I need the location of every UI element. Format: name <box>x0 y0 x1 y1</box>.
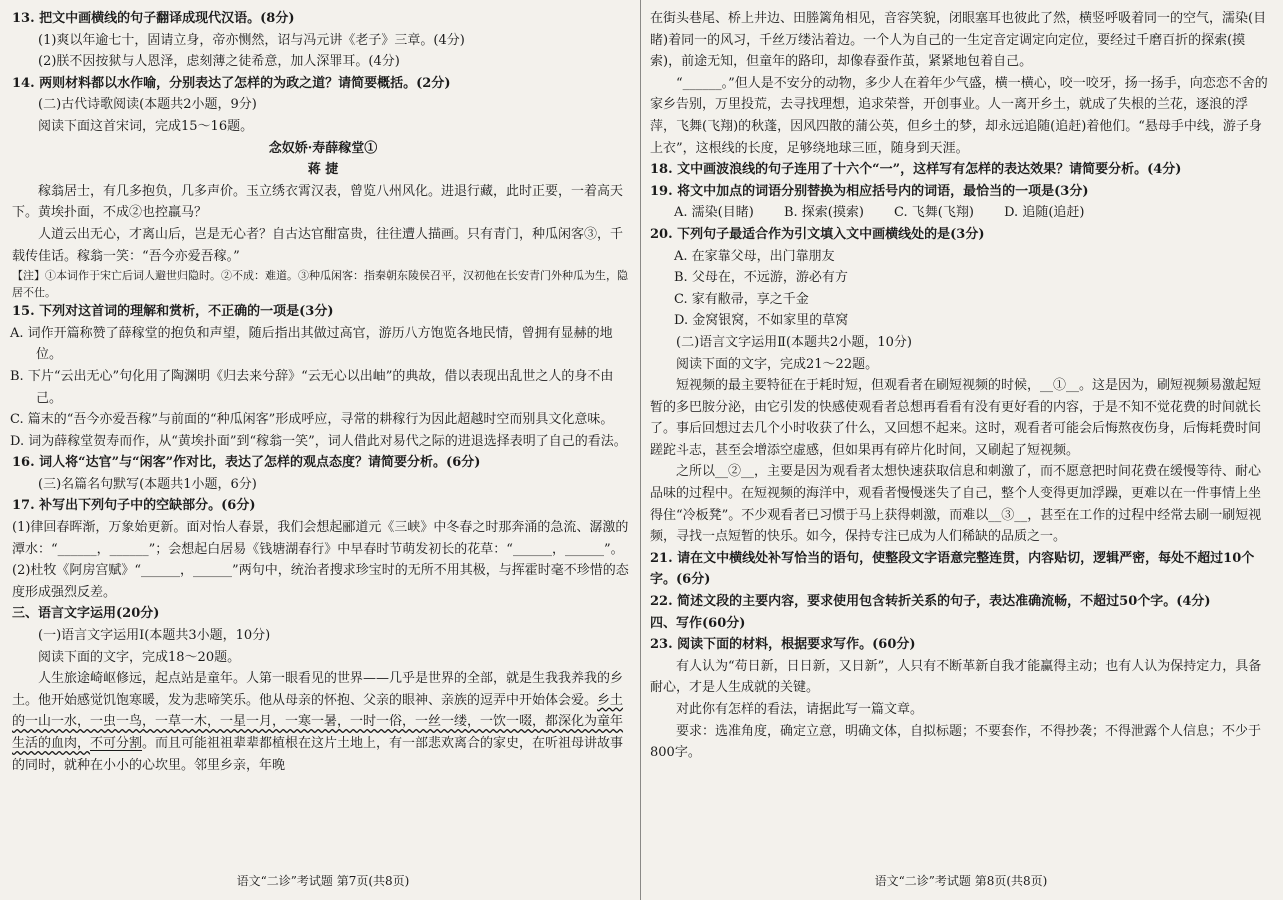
question-17-2: (2)杜牧《阿房宫赋》“______，______”两句中，统治者搜求珍宝时的无所不用其极，与挥霍时毫不珍惜的态度形成强烈反差。 <box>12 563 629 600</box>
page-divider <box>640 0 641 900</box>
poem-title: 念奴娇·寿薛稼堂① <box>268 140 378 156</box>
question-20-option-b: B. 父母在，不远游，游必有方 <box>674 270 848 286</box>
question-20-option-d: D. 金窝银窝，不如家里的草窝 <box>674 313 849 329</box>
passage-continuation: 在街头巷尾、桥上井边、田塍篱角相见，音容笑貌，闭眼塞耳也彼此了然，横竖呼吸着同一的空气，濡染(目睹)着同一的风习，千丝万缕沾着边。一个人为自己的一生定音定调定向定位，要经过千磨百折的探索(摸索)，前途无知，但童年的路印，却像春蚕作茧，紧紧地包着自己。 <box>650 11 1267 70</box>
question-14: 14. 两则材料都以水作喻，分别表达了怎样的为政之道？请简要概括。(2分) <box>12 75 451 91</box>
writing-material: 有人认为“苟日新，日日新，又日新”，人只有不断革新自我才能赢得主动；也有人认为保持定力，具备耐心，才是人生成就的关键。 <box>650 658 1262 696</box>
question-18: 18. 文中画波浪线的句子连用了十六个“一”，这样写有怎样的表达效果？请简要分析。(4分) <box>650 162 1182 178</box>
page-8 <box>650 8 1272 764</box>
page-8-footer: 语文“二诊”考试题 第8页(共8页) <box>874 874 1048 888</box>
writing-prompt: 对此你有怎样的看法，请据此写一篇文章。 <box>676 702 924 717</box>
question-20-option-a: A. 在家靠父母，出门靠朋友 <box>674 248 835 264</box>
instruction-15-16: 阅读下面这首宋词，完成15～16题。 <box>38 118 254 134</box>
writing-requirements: 要求：选准角度，确定立意，明确文体，自拟标题；不要套作，不得抄袭；不得泄露个人信息；不少于800字。 <box>650 723 1262 761</box>
question-17-1: (1)律回春晖渐，万象始更新。面对怡人春景，我们会想起郦道元《三峡》中冬春之时那奔涌的急流、潺激的潭水：“______，______”；会想起白居易《钱塘湖春行》中早春时节萌发初长的花草：“______，______”。 <box>12 520 629 557</box>
poem-note: 【注】①本词作于宋亡后词人避世归隐时。②不成：难道。③种瓜闲客：指秦朝东陵侯召平，汉初他在长安青门外种瓜为生，隐居不仕。 <box>12 269 628 300</box>
question-15-option-b: B. 下片“云出无心”句化用了陶渊明《归去来兮辞》“云无心以出岫”的典故，借以表现出乱世之人的身不由己。 <box>10 368 614 406</box>
passage-closing: 。而且可能祖祖辈辈都植根在这片土地上，有一部悲欢离合的家史，在听祖母讲故事的同时，就种在小小的心坎里。邻里乡亲，年晚 <box>12 736 624 773</box>
question-13-1: (1)爽以年逾七十，固请立身，帝亦恻然，诏与冯元讲《老子》三章。(4分) <box>38 32 465 48</box>
question-16: 16. 词人将“达官”与“闲客”作对比，表达了怎样的观点态度？请简要分析。(6分) <box>12 455 481 471</box>
section-language-2: (二)语言文字运用Ⅱ(本题共2小题，10分) <box>676 334 912 350</box>
question-15-option-a: A. 词作开篇称赞了薛稼堂的抱负和声望，随后指出其做过高官，游历八方饱览各地民情，曾拥有显赫的地位。 <box>10 325 613 363</box>
poem-author: 蒋 捷 <box>307 162 339 178</box>
question-19-options <box>650 202 1272 224</box>
video-paragraph-1: 短视频的最主要特征在于耗时短，但观看者在刷短视频的时候，__①__。这是因为，刷短视频易激起短暂的多巴胺分泌，由它引发的快感使观看者总想再看看有没有更好看的内容，于是不知不觉花费的时间就长了。事后回想过去几个小时收获了什么，又回想不起来。这时，观看者可能会后悔熬夜伤身，后悔耗费时间蹉跎斗志，甚至会增添空虚感，但如果再有碎片化时间，又刷起了短视频。 <box>650 378 1262 458</box>
question-13-2: (2)朕不因按狱与人恩泽，虑刻薄之徒希意，加人深罪耳。(4分) <box>38 54 400 70</box>
question-23: 23. 阅读下面的材料，根据要求写作。(60分) <box>650 637 916 653</box>
question-19-option-c: C. 飞舞(飞翔) <box>894 205 974 221</box>
straight-underlined-phrase: 不可分割 <box>90 736 143 751</box>
instruction-18-20: 阅读下面的文字，完成18～20题。 <box>38 649 241 665</box>
question-21: 21. 请在文中横线处补写恰当的语句，使整段文字语意完整连贯，内容贴切，逻辑严密，每处不超过10个字。(6分) <box>650 550 1255 588</box>
page-7-footer: 语文“二诊”考试题 第7页(共8页) <box>236 874 410 888</box>
poem-stanza-1: 稼翁居士，有几多抱负，几多声价。玉立绣衣霄汉表，曾览八州风化。进退行藏，此时正要，一着高天下。黄埃扑面，不成②也控羸马？ <box>12 183 624 221</box>
wavy-underlined-continuation: 都深化为童年生活的血肉， <box>12 714 624 751</box>
passage-paragraph-1 <box>12 668 634 776</box>
poem-stanza-2: 人道云出无心，才离山后，岂是无心者？自古达官酣富贵，往往遭人描画。只有青门，种瓜闲客③，千载传佳话。稼翁一笑：“吾今亦爱吾稼。” <box>12 226 624 264</box>
section-poetry: (二)古代诗歌阅读(本题共2小题，9分) <box>38 97 257 113</box>
passage-paragraph-2: “______。”但人是不安分的动物，多少人在着年少气盛，横一横心，咬一咬牙，扬一扬手，向恋恋不舍的家乡告别，万里投荒，去寻找理想，追求荣誉，开创事业。人一离开乡土，就成了失根的兰花，逐浪的浮萍，飞舞(飞翔)的秋蓬，因风四散的蒲公英，但乡土的梦，却永远追随(追赶)着他们。“悬母手中线，游子身上衣”，这根线的长度，足够绕地球三匝，随身到天涯。 <box>650 75 1268 156</box>
question-19-option-a: A. 濡染(目睹) <box>674 205 754 221</box>
question-17: 17. 补写出下列句子中的空缺部分。(6分) <box>12 498 256 514</box>
wavy-underlined-sentence: 乡土的一山一水，一虫一鸟，一草一木，一星一月，一寒一暑，一时一俗，一丝一缕，一饮一啜， <box>12 692 624 730</box>
video-paragraph-2: 之所以__②__，主要是因为观看者太想快速获取信息和刺激了，而不愿意把时间花费在缓慢等待、耐心品味的过程中。在短视频的海洋中，观看者慢慢迷失了自己，整个人变得更加浮躁，更难以在一件事情上坐得住“冷板凳”。不少观看者已习惯于马上获得刺激，而难以__③__，甚至在工作的过程中经常去刷一刷短视频，寻找一点短暂的快乐。如今，保持专注已成为人们稀缺的品质之一。 <box>650 464 1262 545</box>
section-dictation: (三)名篇名句默写(本题共1小题，6分) <box>38 476 257 492</box>
question-19-option-d: D. 追随(追赶) <box>1004 205 1085 221</box>
question-15-option-d: D. 词为薛稼堂贺寿而作，从“黄埃扑面”到“稼翁一笑”，词人借此对易代之际的进退选择表明了自己的看法。 <box>10 433 627 449</box>
question-20-option-c: C. 家有敝帚，享之千金 <box>674 291 809 307</box>
question-20: 20. 下列句子最适合作为引文填入文中画横线处的是(3分) <box>650 226 985 242</box>
section-language-1: (一)语言文字运用Ⅰ(本题共3小题，10分) <box>38 628 271 644</box>
part-3-heading: 三、语言文字运用(20分) <box>12 606 160 622</box>
instruction-21-22: 阅读下面的文字，完成21～22题。 <box>676 356 879 372</box>
page-7 <box>12 8 634 776</box>
question-19-option-b: B. 探索(摸索) <box>783 205 864 221</box>
question-15: 15. 下列对这首词的理解和赏析，不正确的一项是(3分) <box>12 304 334 320</box>
passage-opening: 人生旅途崎岖修远，起点站是童年。人第一眼看见的世界——几乎是世界的全部，就是生我我养我的乡土。他开始感觉饥饱寒暖，发为悲啼笑乐。他从母亲的怀抱、父亲的眼神、亲族的逗弄中开始体会爱。 <box>12 671 624 708</box>
question-15-option-c: C. 篇末的“吾今亦爱吾稼”与前面的“种瓜闲客”形成呼应，寻常的耕稼行为因此超越时空而别具文化意味。 <box>10 412 614 428</box>
question-13: 13. 把文中画横线的句子翻译成现代汉语。(8分) <box>12 11 295 26</box>
question-19: 19. 将文中加点的词语分别替换为相应括号内的词语，最恰当的一项是(3分) <box>650 183 1089 199</box>
question-22: 22. 简述文段的主要内容，要求使用包含转折关系的句子，表达准确流畅，不超过50个字。(4分) <box>650 594 1211 610</box>
part-4-heading: 四、写作(60分) <box>650 615 746 631</box>
